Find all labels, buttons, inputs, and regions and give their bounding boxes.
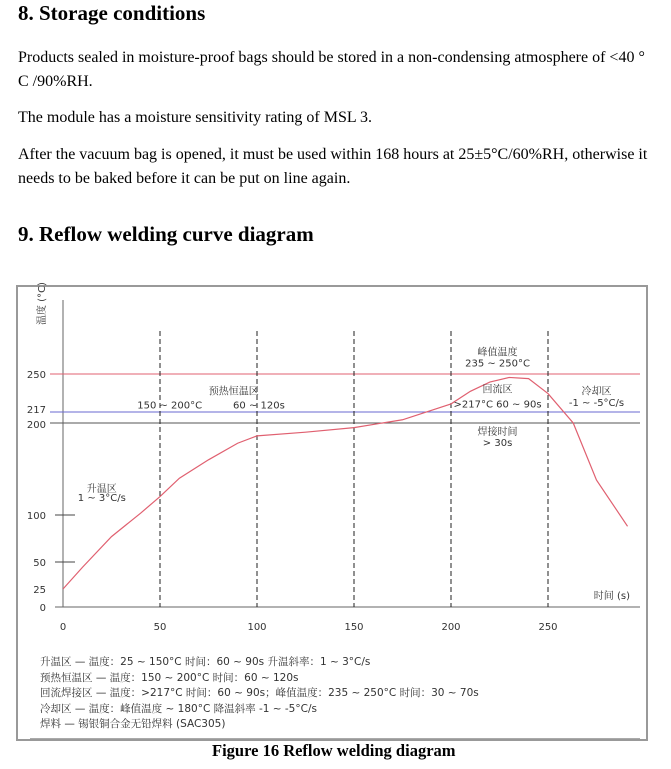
- y-tick-label: 200: [26, 420, 46, 431]
- y-tick-label: 25: [33, 585, 46, 596]
- zone-annotation: 回流区: [482, 384, 513, 396]
- x-axis-label: 时间 (s): [593, 591, 630, 602]
- divider: [30, 738, 640, 739]
- x-tick-label: 250: [538, 622, 558, 633]
- x-tick-label: 50: [153, 622, 167, 633]
- zone-annotation: 150 ~ 200°C: [137, 400, 203, 412]
- legend-line: 回流焊接区 — 温度：>217°C 时间：60 ~ 90s；峰值温度：235 ~ 250°C 时间：30 ~ 70s: [40, 687, 479, 699]
- legend-line: 焊料 — 锡银铜合金无铅焊料 (SAC305): [40, 718, 226, 730]
- storage-paragraph-2: The module has a moisture sensitivity rating of MSL 3.: [18, 109, 373, 126]
- zone-annotation: > 30s: [482, 438, 513, 449]
- y-tick-label: 217: [26, 405, 46, 416]
- y-tick-label: 250: [26, 370, 46, 381]
- zone-annotation: 冷却区: [581, 386, 612, 398]
- x-tick-label: 150: [344, 622, 364, 633]
- y-tick-label: 50: [33, 558, 46, 569]
- y-tick-label: 100: [26, 511, 46, 522]
- zone-annotation: 235 ~ 250°C: [465, 358, 531, 370]
- chart-legend: [40, 655, 479, 733]
- figure-caption: Figure 16 Reflow welding diagram: [212, 741, 456, 760]
- zone-annotation: 焊接时间: [477, 426, 518, 438]
- legend-line: 冷却区 — 温度：峰值温度 ~ 180°C 降温斜率 -1 ~ -5°C/s: [40, 702, 317, 715]
- storage-paragraph-1: Products sealed in moisture-proof bags should be stored in a non-condensing atmosphere of <40 ° C /90%RH.: [18, 49, 645, 90]
- section-8-heading: 8. Storage conditions: [18, 1, 206, 25]
- section-9-heading: 9. Reflow welding curve diagram: [18, 222, 314, 246]
- x-tick-label: 200: [441, 622, 461, 633]
- zone-annotation: -1 ~ -5°C/s: [568, 398, 625, 410]
- y-axis-label: 温度 (°C): [37, 282, 48, 325]
- zone-annotation: 60 ~ 120s: [233, 400, 285, 412]
- zone-annotation: >217°C 60 ~ 90s: [453, 399, 542, 411]
- zone-annotation: 1 ~ 3°C/s: [77, 493, 126, 505]
- zone-annotation: 升温区: [86, 484, 117, 495]
- x-tick-label: 100: [247, 622, 267, 633]
- y-tick-label: 0: [39, 603, 46, 614]
- x-tick-label: 0: [59, 622, 67, 633]
- legend-line: 升温区 — 温度：25 ~ 150°C 时间：60 ~ 90s 升温斜率：1 ~ 3°C/s: [40, 656, 371, 668]
- storage-paragraph-3: After the vacuum bag is opened, it must be used within 168 hours at 25±5°C/60%RH, otherwise it needs to be baked before it can be put on line again.: [18, 146, 648, 187]
- zone-annotation: 预热恒温区: [208, 386, 259, 398]
- zone-annotation: 峰值温度: [477, 347, 518, 359]
- legend-line: 预热恒温区 — 温度：150 ~ 200°C 时间：60 ~ 120s: [40, 671, 299, 684]
